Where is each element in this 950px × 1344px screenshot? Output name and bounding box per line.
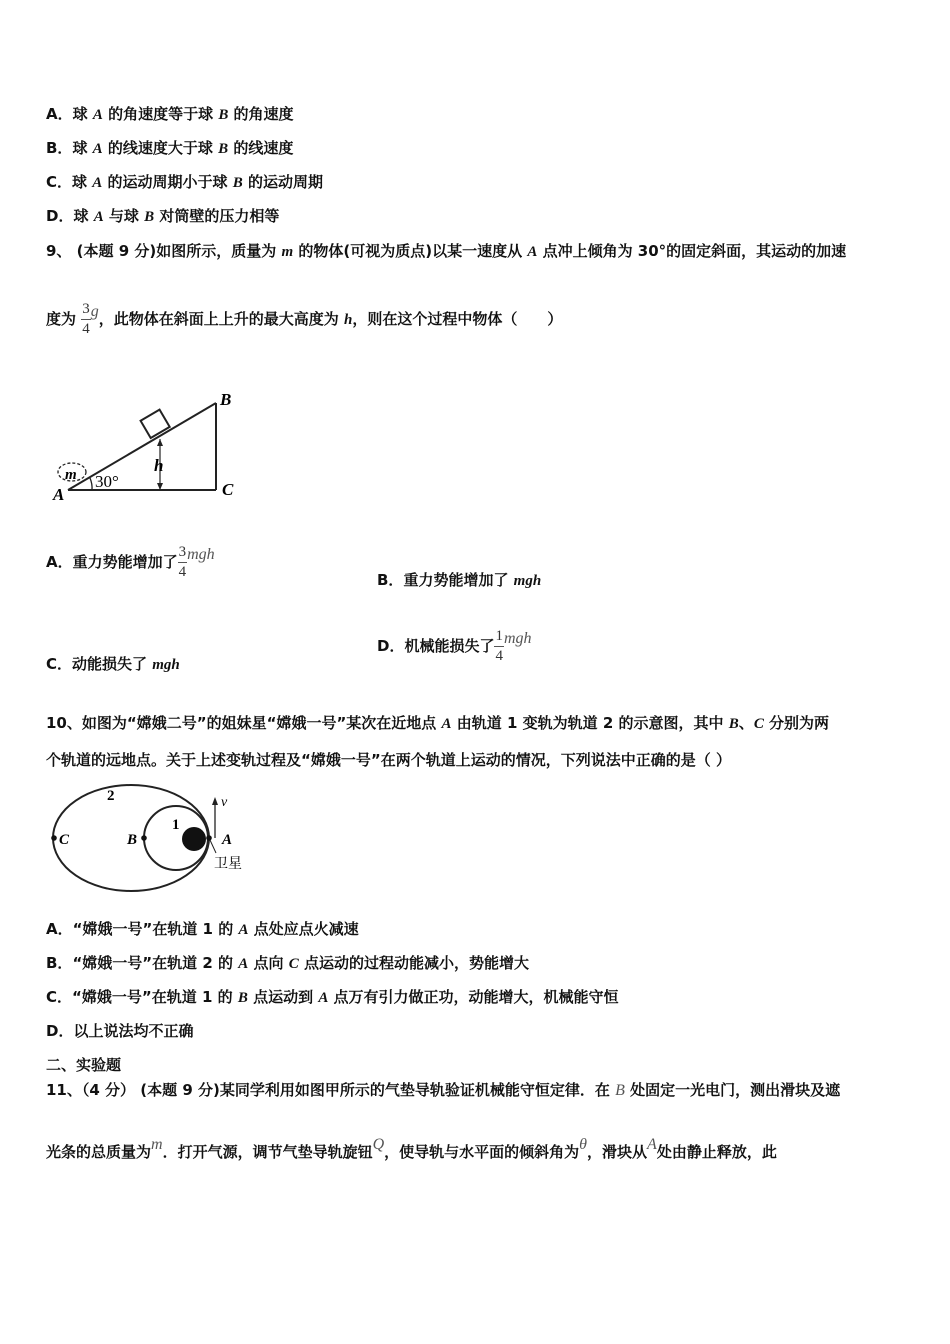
height-arrow-head-up <box>157 439 163 446</box>
point-b-label: B <box>220 390 232 409</box>
angle-arc <box>90 478 92 490</box>
orbit-point-b-label: B <box>127 832 138 848</box>
orbit-figure <box>44 783 264 898</box>
velocity-label: v <box>221 795 228 810</box>
q10-option-a: A．“嫦娥一号”在轨道 1 的 A 点处应点火减速 <box>46 920 359 938</box>
q8-option-c: C．球 A 的运动周期小于球 B 的运动周期 <box>46 173 323 191</box>
height-label: h <box>154 456 164 475</box>
mass-label: m <box>65 467 77 483</box>
q9-option-b: B．重力势能增加了 mgh <box>377 571 542 589</box>
height-arrow-head-down <box>157 483 163 490</box>
incline-slope <box>68 403 216 490</box>
q10-stem-line2: 个轨道的远地点。关于上述变轨过程及“嫦娥一号”在两个轨道上运动的情况，下列说法中正确的是（ ） <box>46 751 731 769</box>
q10-option-d: D．以上说法均不正确 <box>46 1022 194 1040</box>
satellite-pointer <box>210 840 216 853</box>
q11-stem-line2: 光条的总质量为m．打开气源，调节气垫导轨旋钮Q，使导轨与水平面的倾斜角为θ，滑块从A处由静止释放，此 <box>46 1136 777 1161</box>
q10-option-b: B．“嫦娥一号”在轨道 2 的 A 点向 C 点运动的过程动能减小，势能增大 <box>46 954 529 972</box>
section-heading: 二、实验题 <box>46 1056 122 1074</box>
q10-stem-line1: 10、如图为“嫦娥二号”的姐妹星“嫦娥一号”某次在近地点 A 由轨道 1 变轨为轨道 2 的示意图，其中 B、C 分别为两 <box>46 714 830 732</box>
orbit-point-a-label: A <box>222 832 233 848</box>
q9-option-c: C．动能损失了 mgh <box>46 655 180 673</box>
satellite-label: 卫星 <box>214 857 242 872</box>
point-a-dot <box>206 835 212 841</box>
orbit-2-label: 2 <box>107 788 115 804</box>
q8-option-b: B．球 A 的线速度大于球 B 的线速度 <box>46 139 294 157</box>
incline-figure <box>50 383 250 508</box>
orbit-1-label: 1 <box>172 817 180 833</box>
angle-label: 30° <box>95 472 119 491</box>
orbit-point-c-label: C <box>59 832 70 848</box>
point-a-label: A <box>53 485 65 504</box>
q9-stem-line2: 度为 $\frac{3}{4}$ g，此物体在斜面上上升的最大高度为 h，则在这个过程中物体（ ） <box>46 301 563 337</box>
q9-option-a: A．重力势能增加了 $\frac{3}{4}$ mgh <box>46 544 215 580</box>
q10-option-c: C．“嫦娥一号”在轨道 1 的 B 点运动到 A 点万有引力做正功，动能增大，机械能守恒 <box>46 988 619 1006</box>
point-c-dot <box>51 835 57 841</box>
point-c-label: C <box>222 480 234 499</box>
q9-option-d: D．机械能损失了 $\frac{1}{4}$ mgh <box>377 628 532 664</box>
velocity-arrow-head <box>212 797 218 805</box>
q11-stem-line1: 11、（4 分） (本题 9 分)某同学利用如图甲所示的气垫导轨验证机械能守恒定律．在 B 处固定一光电门，测出滑块及遮 <box>46 1081 841 1099</box>
earth-icon <box>182 827 206 851</box>
q8-option-a: A．球 A 的角速度等于球 B 的角速度 <box>46 105 294 123</box>
q9-stem-line1: 9、 (本题 9 分)如图所示，质量为 m 的物体(可视为质点)以某一速度从 A 点冲上倾角为 30°的固定斜面，其运动的加速 <box>46 242 847 260</box>
q8-option-d: D．球 A 与球 B 对筒壁的压力相等 <box>46 207 280 225</box>
fraction-three-quarters: $\frac{3}{4}$ <box>82 301 90 337</box>
point-b-dot <box>141 835 147 841</box>
